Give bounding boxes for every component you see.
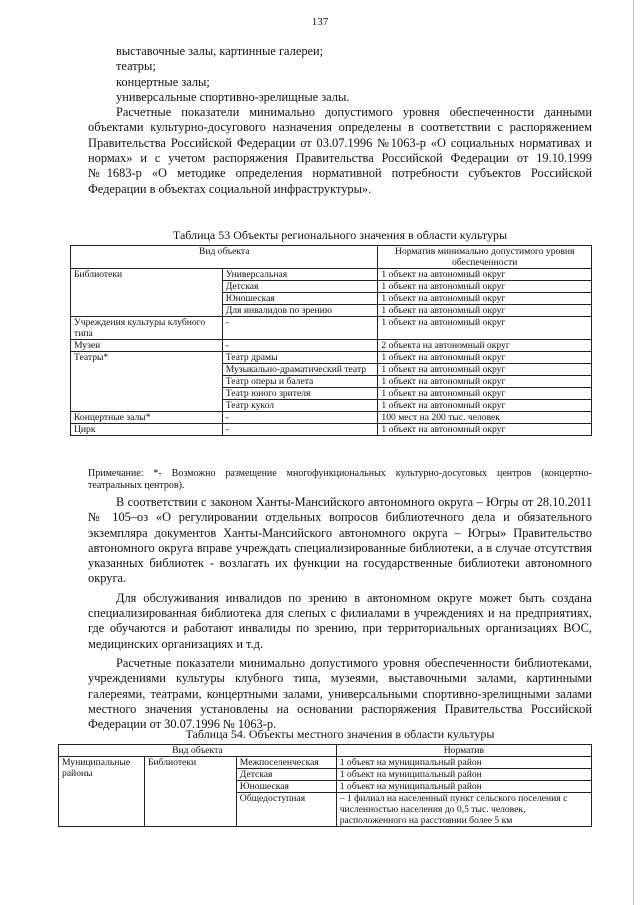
table-row xyxy=(71,352,592,364)
table-row xyxy=(59,757,592,769)
table-cell-norm: 1 объект на автономный округ xyxy=(378,269,592,281)
table-cell-object: Музеи xyxy=(71,340,223,352)
table54-header-norm: Норматив xyxy=(336,745,591,757)
table-cell-norm: 1 объект на муниципальный район xyxy=(336,781,591,793)
list-item: выставочные залы, картинные галереи; xyxy=(116,44,324,58)
table-cell-norm: 1 объект на автономный округ xyxy=(378,364,592,376)
table-cell-norm: 2 объекта на автономный округ xyxy=(378,340,592,352)
table-cell-object: Цирк xyxy=(71,424,223,436)
table-cell-subtype: Театр оперы и балета xyxy=(222,376,378,388)
table54-header-row xyxy=(59,745,592,757)
table-row xyxy=(71,269,592,281)
table-cell-subtype: Юношеская xyxy=(222,293,378,305)
table-cell-subtype: - xyxy=(222,340,378,352)
paragraphs-block xyxy=(88,495,592,732)
table-cell-subtype: Универсальная xyxy=(222,269,378,281)
table-cell-subgroup: Библиотеки xyxy=(144,757,236,827)
table-cell-norm: 1 объект на автономный округ xyxy=(378,281,592,293)
table-cell-object: Библиотеки xyxy=(71,269,223,317)
table-cell-object: Театры* xyxy=(71,352,223,412)
table-cell-subtype: Театр драмы xyxy=(222,352,378,364)
table-cell-norm: 1 объект на автономный округ xyxy=(378,352,592,364)
table54 xyxy=(58,744,592,827)
table-cell-subtype: Детская xyxy=(222,281,378,293)
table-cell-subtype: Юношеская xyxy=(236,781,336,793)
table-cell-subtype: Музыкально-драматический театр xyxy=(222,364,378,376)
table-cell-object: Концертные залы* xyxy=(71,412,223,424)
table-cell-norm: 1 объект на автономный округ xyxy=(378,305,592,317)
table-cell-subtype: - xyxy=(222,424,378,436)
table-cell-subtype: Театр юного зрителя xyxy=(222,388,378,400)
list-item: концертные залы; xyxy=(116,74,210,89)
table-cell-object: Учреждения культуры клубного типа xyxy=(71,317,223,340)
table-row xyxy=(71,412,592,424)
paragraph-1: Расчетные показатели минимально допустимого уровня обеспеченности данными объектами культурно-досугового назначения определены в соответствии с распоряжением Правительства Российской Федерации от 03.07.1996 №1063-р «О социальных нормативах и нормах» и с учетом распоряжения Правительства Российской Федерации от 19.10.1999 №1683-р «О методике определения нормативной потребности субъектов Российской Федерации в объектах социальной инфраструктуры». xyxy=(88,105,592,196)
table-cell-norm: 100 мест на 200 тыс. человек xyxy=(378,412,592,424)
table-cell-subtype: - xyxy=(222,317,378,340)
table-cell-norm: 1 объект на автономный округ xyxy=(378,376,592,388)
list-item: театры; xyxy=(116,59,156,74)
table-cell-norm: – 1 филиал на населенный пункт сельского поселения с численностью населения до 0,5 тыс. человек, расположенного на расстоянии более 5 км xyxy=(336,793,591,827)
paragraph-2: В соответствии с законом Ханты-Мансийского автономного округа – Югры от 28.10.2011 № 105–оз «О регулировании отдельных вопросов библиотечного дела и обязательного экземпляра документов Ханты-Мансийского автономного округа – Югры» Правительство автономного округа вправе учреждать специализированные библиотеки, а в случае отсутствия указанных библиотек - возлагать их функции на государственные библиотеки автономного округа. xyxy=(88,495,592,586)
paragraph-4: Расчетные показатели минимально допустимого уровня обеспеченности библиотеками, учреждениями культуры клубного типа, музеями, выставочными залами, картинными галереями, театрами, концертными залами, универсальными спортивно-зрелищными залами местного значения установлены на основании распоряжения Правительства Российской Федерации от 30.07.1996 № 1063-р. xyxy=(88,655,592,732)
table-cell-norm: 1 объект на автономный округ xyxy=(378,317,592,340)
table-cell-subtype: Для инвалидов по зрению xyxy=(222,305,378,317)
table-row xyxy=(71,317,592,340)
table-cell-subtype: Межпоселенческая xyxy=(236,757,336,769)
table-row xyxy=(71,340,592,352)
table54-header-object: Вид объекта xyxy=(59,745,337,757)
table53-header-norm: Норматив минимально допустимого уровня обеспеченности xyxy=(378,246,592,269)
table-cell-norm: 1 объект на муниципальный район xyxy=(336,757,591,769)
table-row xyxy=(71,424,592,436)
table53-note: Примечание: *- Возможно размещение многофункциональных культурно-досуговых центров (концертно-театральных центров). xyxy=(88,468,592,491)
table-cell-norm: 1 объект на автономный округ xyxy=(378,388,592,400)
table-cell-subtype: - xyxy=(222,412,378,424)
table53-caption: Таблица 53 Объекты регионального значения в области культуры xyxy=(172,228,508,242)
scan-edge xyxy=(633,0,634,905)
table-cell-subtype: Детская xyxy=(236,769,336,781)
table-cell-subtype: Общедоступная xyxy=(236,793,336,827)
table53 xyxy=(70,245,592,436)
table53-header-object: Вид объекта xyxy=(71,246,378,269)
table-cell-norm: 1 объект на автономный округ xyxy=(378,400,592,412)
list-item: универсальные спортивно-зрелищные залы. xyxy=(116,89,350,104)
page-number: 137 xyxy=(311,16,329,28)
table-cell-group: Муниципальные районы xyxy=(59,757,145,827)
table53-header-row xyxy=(71,246,592,269)
list-block xyxy=(88,44,592,197)
table54-caption: Таблица 54. Объекты местного значения в области культуры xyxy=(185,727,495,741)
table-cell-subtype: Театр кукол xyxy=(222,400,378,412)
table-cell-norm: 1 объект на муниципальный район xyxy=(336,769,591,781)
table-cell-norm: 1 объект на автономный округ xyxy=(378,424,592,436)
table-cell-norm: 1 объект на автономный округ xyxy=(378,293,592,305)
paragraph-3: Для обслуживания инвалидов по зрению в автономном округе может быть создана специализированная библиотека для слепых с филиалами в учреждениях и на предприятиях, где обучаются и работают инвалиды по зрению, при территориальных организациях ВОС, медицинских организациях и т.д. xyxy=(88,590,592,651)
